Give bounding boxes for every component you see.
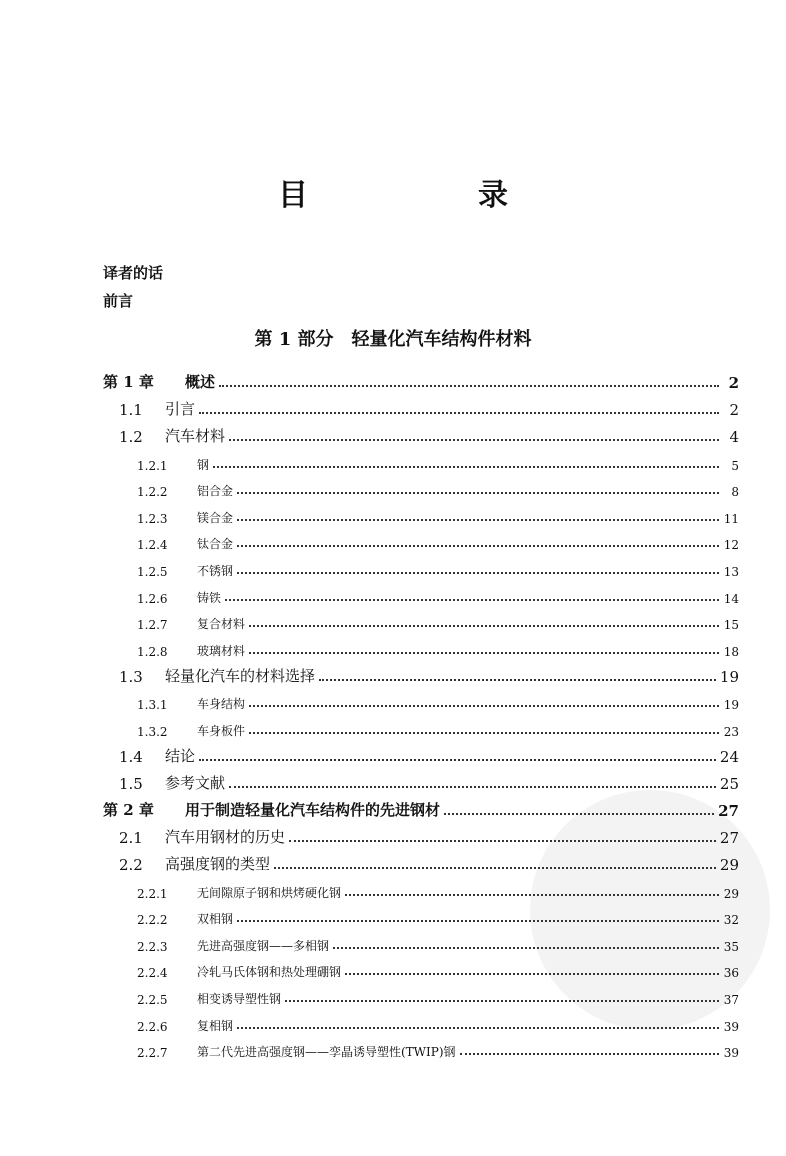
toc-entry <box>103 980 739 1007</box>
toc-entry <box>103 606 739 633</box>
toc-entry-number: 1.3 <box>119 667 143 686</box>
toc-entry-title: 汽车材料 <box>165 427 226 445</box>
toc-entry-title: 概述 <box>185 373 216 391</box>
toc-entry-page: 8 <box>731 485 739 500</box>
toc-entry <box>103 820 739 847</box>
toc-entry-page: 29 <box>723 886 739 901</box>
toc-entry-number: 第 2 章 <box>103 800 154 819</box>
toc-entry-title: 不锈钢 <box>197 563 234 578</box>
toc-entry <box>103 446 739 473</box>
toc-entry-page: 5 <box>731 458 739 473</box>
toc-entry-page: 25 <box>719 774 739 793</box>
part-title: 第 1 部分 轻量化汽车结构件材料 <box>254 329 532 350</box>
toc-entry-title: 镁合金 <box>197 510 234 525</box>
toc-entry-title: 复合材料 <box>197 617 246 632</box>
toc-entry-number: 2.2.7 <box>137 1046 168 1061</box>
toc-entry-page: 15 <box>723 618 739 633</box>
toc-entry-number: 1.2.1 <box>137 458 168 473</box>
toc-entry-number: 1.2.8 <box>137 644 168 659</box>
toc-entry-page: 27 <box>718 801 739 820</box>
toc-entry <box>103 365 739 392</box>
toc-entry-title: 双相钢 <box>197 912 234 927</box>
toc-entry-title: 第二代先进高强度钢——孪晶诱导塑性(TWIP)钢 <box>197 1045 456 1060</box>
front-matter-translator-note: 译者的话 <box>103 264 164 282</box>
toc-entry-number: 1.2 <box>119 428 143 446</box>
toc-entry <box>103 686 739 713</box>
toc-entry-page: 2 <box>729 401 739 419</box>
toc-entry <box>103 1034 739 1061</box>
toc-entry-title: 引言 <box>165 400 196 418</box>
toc-leader-dots <box>460 1053 719 1055</box>
toc-leader-dots <box>237 1027 719 1029</box>
toc-entry <box>103 793 739 820</box>
toc-entry-page: 4 <box>729 428 739 446</box>
toc-leader-dots <box>219 385 719 387</box>
toc-leader-dots <box>249 625 719 627</box>
toc-entry-page: 18 <box>723 644 739 659</box>
toc-entry <box>103 847 739 874</box>
toc-entry-page: 14 <box>723 591 739 606</box>
toc-entry-number: 2.2.2 <box>137 913 168 928</box>
toc-leader-dots <box>237 572 719 574</box>
toc-entry-number: 1.2.7 <box>137 618 168 633</box>
toc-entry <box>103 499 739 526</box>
toc-entry-number: 2.2.6 <box>137 1019 168 1034</box>
toc-leader-dots <box>237 492 719 494</box>
toc-entry-title: 铸铁 <box>197 590 222 605</box>
toc-entry-number: 1.3.2 <box>137 724 168 739</box>
toc-entry <box>103 927 739 954</box>
toc-entry <box>103 419 739 446</box>
toc-entry-page: 19 <box>719 667 739 686</box>
toc-entry-page: 29 <box>719 855 739 874</box>
toc-entry-number: 2.2.4 <box>137 966 168 981</box>
toc-entry-title: 车身板件 <box>197 723 246 738</box>
toc-entry-page: 11 <box>723 511 739 526</box>
toc-entry-page: 35 <box>723 939 739 954</box>
toc-entry-title: 钛合金 <box>197 537 234 552</box>
toc-entry-page: 27 <box>719 828 739 847</box>
toc-leader-dots <box>237 519 719 521</box>
toc-entry-title: 轻量化汽车的材料选择 <box>165 666 316 685</box>
toc-leader-dots <box>199 759 716 761</box>
toc-leader-dots <box>229 786 716 788</box>
toc-entry-number: 1.2.4 <box>137 538 168 553</box>
toc-leader-dots <box>249 705 719 707</box>
toc-entry <box>103 1007 739 1034</box>
toc-entry-number: 2.2.3 <box>137 939 168 954</box>
toc-entry-number: 第 1 章 <box>103 373 154 391</box>
toc-entry-page: 36 <box>723 966 739 981</box>
toc-entry-title: 参考文献 <box>165 773 226 792</box>
toc-entry-title: 无间隙原子钢和烘烤硬化钢 <box>197 885 342 900</box>
toc-entry-title: 冷轧马氏体钢和热处理硼钢 <box>197 965 342 980</box>
toc-entry <box>103 552 739 579</box>
toc-entry-title: 车身结构 <box>197 697 246 712</box>
toc-leader-dots <box>274 867 716 869</box>
toc-entry-title: 复相钢 <box>197 1018 234 1033</box>
toc-leader-dots <box>333 947 719 949</box>
front-matter-preface: 前言 <box>103 292 134 310</box>
toc-leader-dots <box>285 1000 719 1002</box>
toc-entry-number: 1.3.1 <box>137 698 168 713</box>
toc-entry-page: 32 <box>723 913 739 928</box>
toc-entry-number: 2.2.1 <box>137 886 168 901</box>
toc-entry-number: 1.2.2 <box>137 485 168 500</box>
toc-entry-number: 1.2.3 <box>137 511 168 526</box>
toc-entry-page: 23 <box>723 724 739 739</box>
toc-entry-page: 2 <box>728 374 739 392</box>
toc-entry <box>103 954 739 981</box>
toc-entry-number: 2.2 <box>119 855 143 874</box>
toc-entry-number: 1.4 <box>119 747 143 766</box>
toc-leader-dots <box>237 920 719 922</box>
toc-entry <box>103 766 739 793</box>
toc-entry-title: 铝合金 <box>197 484 234 499</box>
toc-entry-title: 结论 <box>165 746 196 765</box>
table-of-contents <box>103 365 739 1060</box>
toc-entry-title: 高强度钢的类型 <box>165 854 271 873</box>
toc-entry-page: 13 <box>723 564 739 579</box>
toc-entry-title: 相变诱导塑性钢 <box>197 991 282 1006</box>
page-title: 目 录 <box>278 178 578 213</box>
toc-entry <box>103 739 739 766</box>
toc-leader-dots <box>289 840 716 842</box>
toc-entry-number: 1.1 <box>119 401 143 419</box>
toc-leader-dots <box>213 466 719 468</box>
toc-leader-dots <box>319 679 716 681</box>
toc-leader-dots <box>199 412 719 414</box>
toc-leader-dots <box>249 732 719 734</box>
toc-entry-number: 1.2.6 <box>137 591 168 606</box>
toc-leader-dots <box>225 599 719 601</box>
toc-entry <box>103 632 739 659</box>
toc-entry-number: 1.5 <box>119 774 143 793</box>
toc-entry-title: 汽车用钢材的历史 <box>165 827 286 846</box>
toc-entry <box>103 712 739 739</box>
toc-leader-dots <box>345 894 719 896</box>
toc-entry <box>103 392 739 419</box>
toc-leader-dots <box>345 973 719 975</box>
toc-entry <box>103 579 739 606</box>
toc-entry-title: 用于制造轻量化汽车结构件的先进钢材 <box>185 800 441 819</box>
toc-entry-page: 24 <box>719 747 739 766</box>
toc-entry-title: 钢 <box>197 457 210 472</box>
toc-leader-dots <box>249 652 719 654</box>
toc-entry-page: 12 <box>723 538 739 553</box>
toc-leader-dots <box>237 545 719 547</box>
toc-entry-page: 37 <box>723 992 739 1007</box>
toc-entry <box>103 526 739 553</box>
toc-leader-dots <box>229 439 719 441</box>
toc-entry <box>103 901 739 928</box>
toc-entry-title: 先进高强度钢——多相钢 <box>197 938 330 953</box>
toc-entry <box>103 473 739 500</box>
toc-leader-dots <box>444 813 714 815</box>
toc-entry-title: 玻璃材料 <box>197 643 246 658</box>
toc-entry <box>103 659 739 686</box>
toc-entry-number: 1.2.5 <box>137 564 168 579</box>
toc-entry-page: 19 <box>723 698 739 713</box>
toc-entry-number: 2.2.5 <box>137 992 168 1007</box>
toc-entry-page: 39 <box>723 1019 739 1034</box>
toc-entry <box>103 874 739 901</box>
toc-entry-number: 2.1 <box>119 828 143 847</box>
toc-entry-page: 39 <box>723 1046 739 1061</box>
